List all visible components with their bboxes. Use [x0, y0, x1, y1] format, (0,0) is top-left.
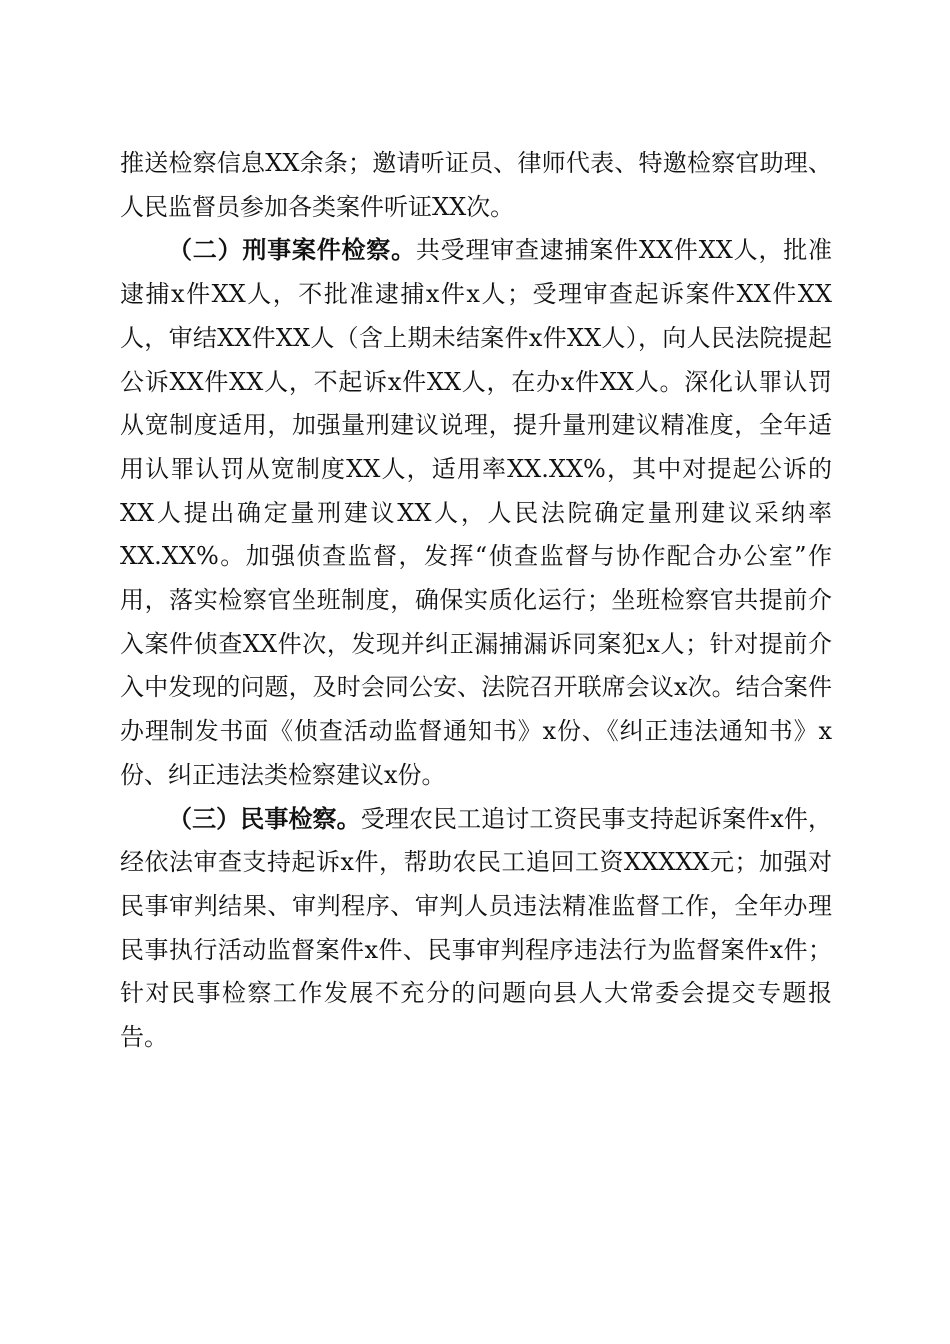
paragraph-text: 推送检察信息XX余条；邀请听证员、律师代表、特邀检察官助理、人民监督员参加各类案件听证XX次。	[120, 149, 832, 221]
paragraph-text: 共受理审查逮捕案件XX件XX人，批准逮捕x件XX人，不批准逮捕x件x人；受理审查起诉案件XX件XX人，审结XX件XX人（含上期未结案件x件XX人），向人民法院提起公诉XX件XX人，不起诉x件XX人，在办x件XX人。深化认罪认罚从宽制度适用，加强量刑建议说理，提升量刑建议精准度，全年适用认罪认罚从宽制度XX人，适用率XX.XX%，其中对提起公诉的XX人提出确定量刑建议XX人，人民法院确定量刑建议采纳率XX.XX%。加强侦查监督，发挥“侦查监督与协作配合办公室”作用，落实检察官坐班制度，确保实质化运行；坐班检察官共提前介入案件侦查XX件次，发现并纠正漏捕漏诉同案犯x人；针对提前介入中发现的问题，及时会同公安、法院召开联席会议x次。结合案件办理制发书面《侦查活动监督通知书》x份、《纠正违法通知书》x份、纠正违法类检察建议x份。	[120, 236, 833, 789]
paragraph-text: 受理农民工追讨工资民事支持起诉案件x件，经依法审查支持起诉x件，帮助农民工追回工资XXXXX元；加强对民事审判结果、审判程序、审判人员违法精准监督工作，全年办理民事执行活动监督案件x件、民事审判程序违法行为监督案件x件；针对民事检察工作发展不充分的问题向县人大常委会提交专题报告。	[120, 804, 832, 1052]
section-heading-civil: （三）民事检察。	[168, 804, 361, 833]
paragraph-civil-procuratorate	[120, 798, 832, 1060]
section-heading-criminal: （二）刑事案件检察。	[168, 236, 416, 265]
paragraph-criminal-case-procuratorate	[120, 229, 832, 797]
document-body	[120, 142, 832, 1060]
paragraph-continuation	[120, 142, 832, 229]
